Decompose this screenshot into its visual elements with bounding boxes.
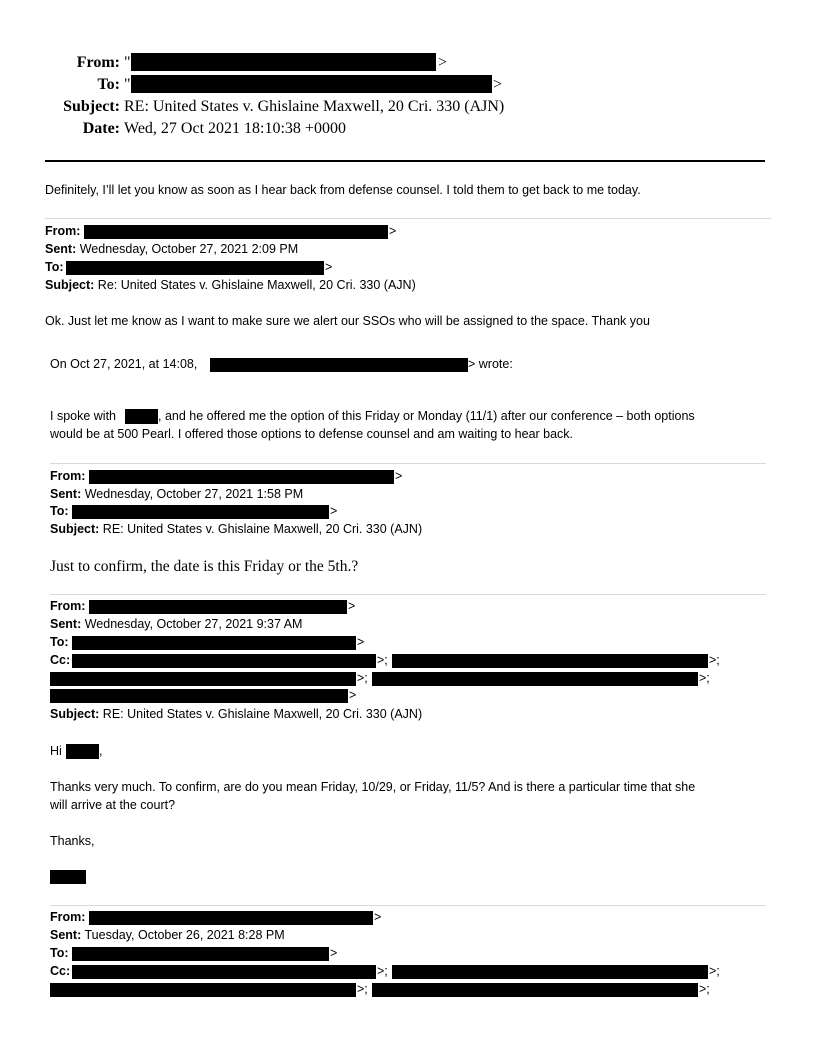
msg4-subject: RE: United States v. Ghislaine Maxwell, 20 Cri. 330 (AJN) [102,707,423,721]
redaction-block [72,505,329,519]
msg4-cc-sep: >; [357,671,368,685]
msg3-sent: Wednesday, October 27, 2021 1:58 PM [84,487,304,501]
msg4-body-line1: Thanks very much. To confirm, are do you mean Friday, 10/29, or Friday, 11/5? And is there a particular time that she [50,780,696,794]
message-divider [50,905,766,906]
msg4-from-bracket: > [348,599,356,613]
msg5-sent-row [50,928,285,942]
msg4-subject-row [50,707,422,721]
msg3-subject: RE: United States v. Ghislaine Maxwell, 20 Cri. 330 (AJN) [102,522,423,536]
msg3-sent-label: Sent: [50,487,82,501]
redaction-block [392,654,708,668]
msg1-sent-row [45,242,298,256]
msg3-from-label: From: [50,469,86,483]
msg1-subject-label: Subject: [45,278,95,292]
redaction-block [210,358,468,372]
redaction-block [72,947,329,961]
msg5-cc-label: Cc: [50,964,71,978]
msg5-to-bracket: > [330,946,338,960]
msg5-from-label: From: [50,910,86,924]
msg4-sent-label: Sent: [50,617,82,631]
reply-body: Definitely, I’ll let you know as soon as I hear back from defense counsel. I told them to get back to me today. [45,183,641,197]
header-subject-label: Subject: [63,98,120,115]
msg4-cc-sep: >; [699,671,710,685]
redaction-block [372,672,698,686]
msg4-cc-label: Cc: [50,653,71,667]
msg5-cc-sep: >; [699,982,710,996]
msg1-sent-label: Sent: [45,242,77,256]
header-date: Wed, 27 Oct 2021 18:10:38 +0000 [124,120,346,137]
msg3-to-label: To: [50,504,69,518]
redaction-block [89,600,347,614]
msg1-sent: Wednesday, October 27, 2021 2:09 PM [79,242,299,256]
msg5-cc-sep: >; [357,982,368,996]
msg4-body-line2: will arrive at the court? [50,798,176,812]
header-to-quote: " [124,76,131,93]
msg2-body-cont: , and he offered me the option of this Friday or Monday (11/1) after our conference – both options [158,409,695,423]
msg4-cc-bracket: > [349,688,357,702]
redaction-block [72,636,356,650]
msg4-greeting-comma: , [99,744,103,758]
msg4-to-bracket: > [357,635,365,649]
msg4-thanks: Thanks, [50,834,95,848]
msg1-to-label: To: [45,260,64,274]
msg5-cc-sep: >; [377,964,388,978]
msg1-from-label: From: [45,224,81,238]
msg4-from-label: From: [50,599,86,613]
header-from-label: From: [76,54,120,71]
msg5-sent-label: Sent: [50,928,82,942]
redaction-block [131,53,436,71]
redaction-block [131,75,492,93]
msg3-from-bracket: > [395,469,403,483]
msg2-body-start: I spoke with [50,409,117,423]
msg3-body: Just to confirm, the date is this Friday or the 5th.? [50,558,359,575]
msg3-subject-row [50,522,422,536]
header-divider [45,160,765,162]
message-divider [50,463,766,464]
redaction-block [66,744,99,759]
message-divider [50,594,766,595]
msg4-cc-sep: >; [709,653,720,667]
redaction-block [72,965,376,979]
message-divider [45,218,771,219]
redaction-block [392,965,708,979]
redaction-block [89,470,394,484]
msg5-sent: Tuesday, October 26, 2021 8:28 PM [84,928,285,942]
msg4-sent: Wednesday, October 27, 2021 9:37 AM [84,617,303,631]
header-from-quote: " [124,54,131,71]
msg3-sent-row [50,487,303,501]
msg5-to-label: To: [50,946,69,960]
redaction-block [50,672,356,686]
msg3-to-bracket: > [330,504,338,518]
header-date-label: Date: [82,120,120,137]
msg1-body: Ok. Just let me know as I want to make sure we alert our SSOs who will be assigned to the space. Thank you [45,314,650,328]
msg4-cc-sep: >; [377,653,388,667]
signature-redaction [50,870,86,884]
redaction-block [50,983,356,997]
msg4-subject-label: Subject: [50,707,100,721]
msg4-sent-row [50,617,302,631]
msg1-from-bracket: > [389,224,397,238]
header-to-bracket: > [493,76,503,93]
msg4-greeting-hi: Hi [50,744,62,758]
header-subject: RE: United States v. Ghislaine Maxwell, 20 Cri. 330 (AJN) [124,98,505,115]
redaction-block [50,689,348,703]
msg2-body-line2: would be at 500 Pearl. I offered those options to defense counsel and am waiting to hear back. [50,427,574,441]
quote1-prefix: On Oct 27, 2021, at 14:08, [50,357,198,371]
redaction-block [84,225,388,239]
msg3-subject-label: Subject: [50,522,100,536]
redaction-block [89,911,373,925]
msg1-subject: Re: United States v. Ghislaine Maxwell, 20 Cri. 330 (AJN) [97,278,416,292]
redaction-block [372,983,698,997]
header-from-bracket: > [438,54,448,71]
quote1-suffix: > wrote: [468,357,513,371]
msg5-from-bracket: > [374,910,382,924]
msg5-cc-sep: >; [709,964,720,978]
msg1-to-bracket: > [325,260,333,274]
msg4-to-label: To: [50,635,69,649]
redaction-block [125,409,158,424]
msg1-subject-row [45,278,416,292]
redaction-block [66,261,324,275]
header-to-label: To: [97,76,120,93]
redaction-block [72,654,376,668]
